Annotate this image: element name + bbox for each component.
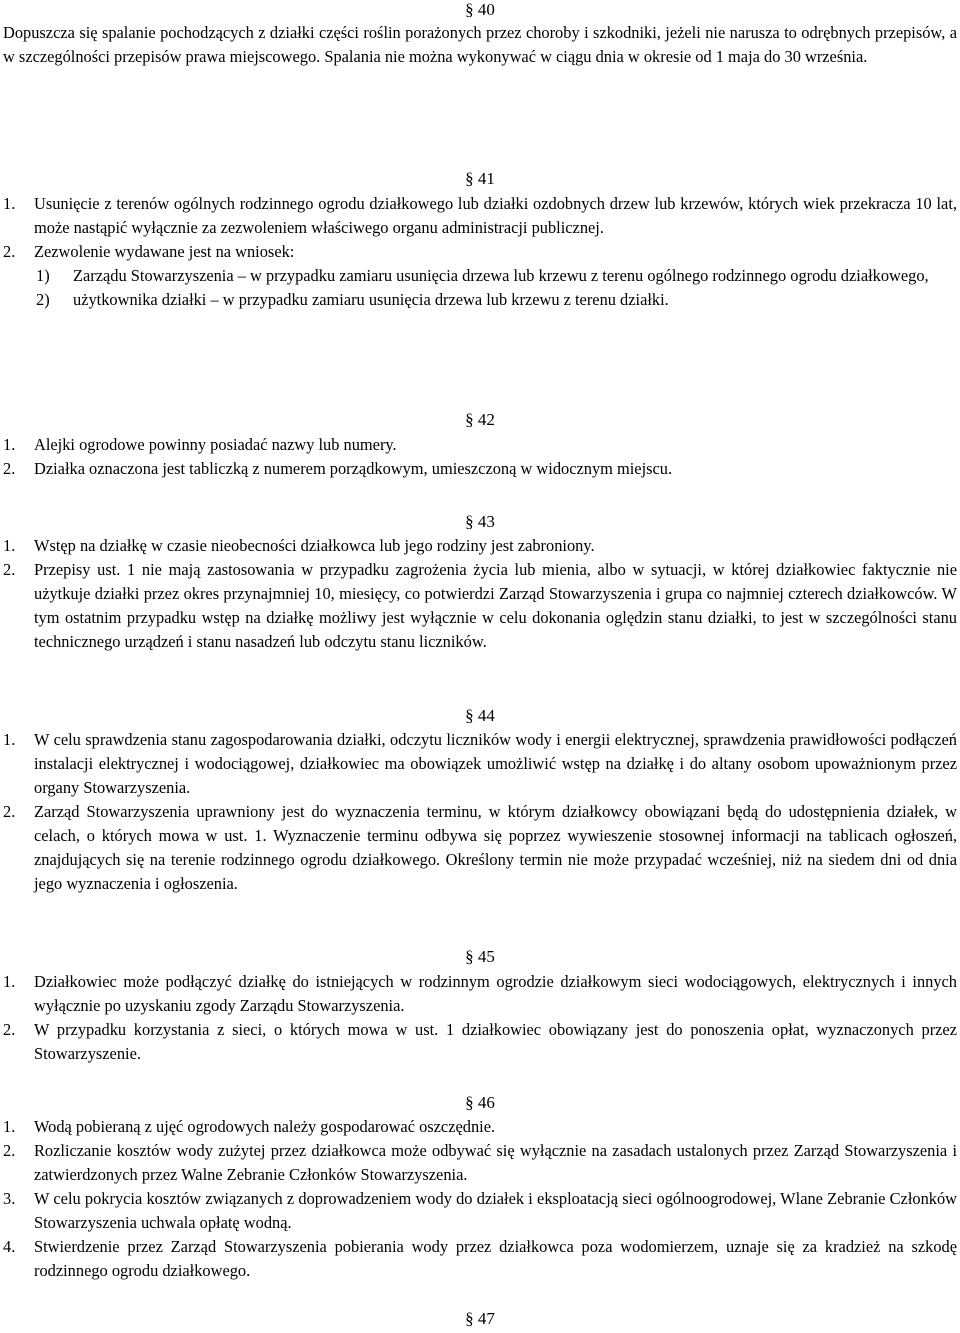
item-text: Działkowiec może podłączyć działkę do istniejących w rodzinnym ogrodzie działkowym sieci wodociągowych, elektrycznych i innych wyłącznie po uzyskaniu zgody Zarządu Stowarzyszenia. (34, 972, 957, 1015)
list-item (3, 433, 957, 457)
item-text: W przypadku korzystania z sieci, o których mowa w ust. 1 działkowiec obowiązany jest do ponoszenia opłat, wyznaczonych przez Stowarzyszenie. (34, 1020, 957, 1063)
list-item (3, 457, 957, 481)
item-text: W celu pokrycia kosztów związanych z doprowadzeniem wody do działek i eksploatacją sieci ogólnoogrodowej, Wlane Zebranie Członków Stowarzyszenia uchwala opłatę wodną. (34, 1189, 957, 1232)
sub-item-number: 1) (36, 266, 50, 285)
section-44-body (3, 728, 957, 896)
list-item (3, 1235, 957, 1283)
item-number: 2. (3, 242, 16, 261)
item-text: Zezwolenie wydawane jest na wniosek: (34, 242, 295, 261)
item-number: 1. (3, 435, 16, 454)
section-40-paragraph: Dopuszcza się spalanie pochodzących z działki części roślin porażonych przez choroby i szkodniki, jeżeli nie narusza to odrębnych przepisów, a w szczególności przepisów prawa miejscowego. Spalania nie można wykonywać w ciągu dnia w okresie od 1 maja do 30 września. (3, 23, 957, 66)
list-item (3, 800, 957, 896)
list-item (3, 1139, 957, 1187)
section-heading-47: § 47 (465, 1309, 495, 1328)
section-41-body (3, 192, 957, 312)
item-number: 1. (3, 194, 16, 213)
sub-item-text: Zarządu Stowarzyszenia – w przypadku zamiaru usunięcia drzewa lub krzewu z terenu ogólnego rodzinnego ogrodu działkowego, (73, 266, 929, 285)
list-item (3, 728, 957, 800)
list-item (3, 1187, 957, 1235)
section-heading-40: § 40 (465, 0, 495, 19)
section-heading-43: § 43 (465, 512, 495, 531)
item-number: 2. (3, 560, 16, 579)
item-number: 3. (3, 1189, 16, 1208)
item-number: 1. (3, 730, 16, 749)
item-text: Przepisy ust. 1 nie mają zastosowania w przypadku zagrożenia życia lub mienia, albo w sytuacji, w której działkowiec faktycznie nie użytkuje działki przez okres przynajmniej 10, miesięcy, co potwierdzi Zarząd Stowarzyszenia i grupa co najmniej czterech działkowców. W tym ostatnim przypadku wstęp na działkę możliwy jest wyłącznie w celu dokonania oględzin stanu działki, to jest w szczególności stanu technicznego urządzeń i stanu nasadzeń lub odczytu stanu liczników. (34, 560, 957, 651)
item-number: 1. (3, 536, 16, 555)
item-text: Alejki ogrodowe powinny posiadać nazwy lub numery. (34, 435, 397, 454)
list-item (3, 534, 957, 558)
item-number: 2. (3, 802, 16, 821)
section-heading-45: § 45 (465, 947, 495, 966)
section-42-body (3, 433, 957, 481)
item-number: 2. (3, 459, 16, 478)
section-46-body (3, 1115, 957, 1283)
list-item (3, 970, 957, 1018)
item-number: 1. (3, 972, 16, 991)
item-text: W celu sprawdzenia stanu zagospodarowania działki, odczytu liczników wody i energii elektrycznej, sprawdzenia prawidłowości podłączeń instalacji elektrycznej i wodociągowej, działkowiec ma obowiązek umożliwić wstęp na działkę i do altany osobom upoważnionym przez organy Stowarzyszenia. (34, 730, 957, 797)
item-text: Wodą pobieraną z ujęć ogrodowych należy gospodarować oszczędnie. (34, 1117, 496, 1136)
section-heading-46: § 46 (465, 1093, 495, 1112)
item-number: 2. (3, 1141, 16, 1160)
sub-item-text: użytkownika działki – w przypadku zamiaru usunięcia drzewa lub krzewu z terenu działki. (73, 290, 669, 309)
section-heading-41: § 41 (465, 169, 495, 188)
section-45-body (3, 970, 957, 1066)
item-text: Wstęp na działkę w czasie nieobecności działkowca lub jego rodziny jest zabroniony. (34, 536, 595, 555)
list-item (3, 558, 957, 654)
sub-item (36, 288, 957, 312)
section-heading-44: § 44 (465, 706, 495, 725)
item-text: Stwierdzenie przez Zarząd Stowarzyszenia pobierania wody przez działkowca poza wodomierzem, uznaje się za kradzież na szkodę rodzinnego ogrodu działkowego. (34, 1237, 957, 1280)
list-item (3, 192, 957, 240)
item-number: 4. (3, 1237, 16, 1256)
item-number: 2. (3, 1020, 16, 1039)
list-item (3, 1115, 957, 1139)
item-text: Zarząd Stowarzyszenia uprawniony jest do wyznaczenia terminu, w którym działkowcy obowiązani będą do udostępnienia działek, w celach, o których mowa w ust. 1. Wyznaczenie terminu odbywa się poprzez wywieszenie stosownej informacji na tablicach ogłoszeń, znajdujących się na terenie rodzinnego ogrodu działkowego. Określony termin nie może przypadać wcześniej, niż na siedem dni od dnia jego wyznaczenia i ogłoszenia. (34, 802, 957, 893)
section-heading-42: § 42 (465, 410, 495, 429)
sub-item (36, 264, 957, 288)
item-text: Działka oznaczona jest tabliczką z numerem porządkowym, umieszczoną w widocznym miejscu. (34, 459, 673, 478)
item-text: Rozliczanie kosztów wody zużytej przez działkowca może odbywać się wyłącznie na zasadach ustalonych przez Zarząd Stowarzyszenia i zatwierdzonych przez Walne Zebranie Członków Stowarzyszenia. (34, 1141, 957, 1184)
list-item (3, 1018, 957, 1066)
item-text: Usunięcie z terenów ogólnych rodzinnego ogrodu działkowego lub działki ozdobnych drzew lub krzewów, których wiek przekracza 10 lat, może nastąpić wyłącznie za zezwoleniem właściwego organu administracji publicznej. (34, 194, 957, 237)
section-40-body (3, 21, 957, 69)
list-item (3, 240, 957, 264)
section-43-body (3, 534, 957, 654)
item-number: 1. (3, 1117, 16, 1136)
sub-item-number: 2) (36, 290, 50, 309)
